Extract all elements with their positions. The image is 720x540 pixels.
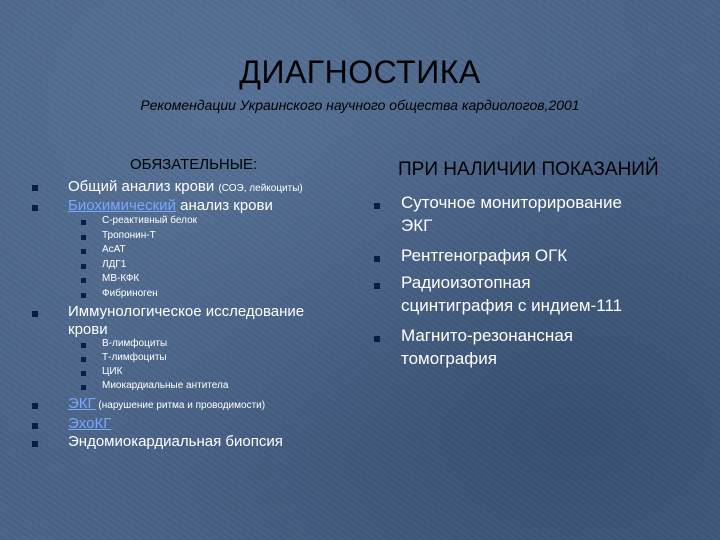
bullet-icon: [374, 203, 380, 209]
list-item-echo: [68, 415, 111, 433]
ecg-link[interactable]: ЭКГ: [68, 395, 96, 412]
ecg-note: (нарушение ритма и проводимости): [95, 400, 266, 411]
bullet-icon: [32, 205, 38, 211]
scint-line2: сцинтиграфия с индием-111: [401, 296, 623, 315]
sub-bullet-icon: [81, 343, 86, 348]
bullet-icon: [32, 311, 38, 317]
right-item-xray: [401, 244, 567, 267]
sub-bullet-icon: [81, 249, 86, 254]
immuno-line2: крови: [68, 321, 108, 338]
list-item-cbc: [68, 178, 303, 198]
sub-bullet-icon: [81, 264, 86, 269]
right-item-mri: [401, 324, 573, 370]
right-item-holter: [401, 191, 622, 237]
holter-line2: ЭКГ: [401, 216, 433, 235]
sub-bullet-icon: [81, 278, 86, 283]
list-item-biopsy: [68, 433, 283, 451]
biochem-link[interactable]: Биохимический: [68, 197, 176, 214]
sub-item-ast: АсАТ: [102, 244, 126, 255]
sub-bullet-icon: [81, 293, 86, 298]
sub-item-crp: С-реактивный белок: [102, 215, 198, 226]
sub-item-ldh1: ЛДГ1: [102, 259, 127, 270]
slide-subtitle: Рекомендации Украинского научного общества кардиологов,2001: [140, 97, 580, 113]
immuno-line1: Иммунологическое исследование: [68, 303, 305, 320]
bullet-icon: [32, 441, 38, 447]
cbc-text: Общий анализ крови: [68, 178, 215, 195]
sub-item-cic: ЦИК: [102, 366, 123, 377]
sub-item-troponin: Тропонин-Т: [102, 230, 156, 241]
sub-bullet-icon: [81, 371, 86, 376]
list-item-biochem: [68, 197, 273, 215]
bullet-icon: [32, 185, 38, 191]
cbc-note: (СОЭ, лейкоциты): [218, 183, 303, 194]
bullet-icon: [32, 403, 38, 409]
bullet-icon: [374, 256, 380, 262]
right-item-scintigraphy: [401, 271, 622, 317]
bullet-icon: [374, 283, 380, 289]
biochem-text: анализ крови: [175, 197, 273, 214]
sub-bullet-icon: [81, 385, 86, 390]
list-item-immuno: [68, 303, 304, 339]
list-item-ecg: [68, 395, 265, 415]
sub-item-fibrinogen: Фибриноген: [102, 288, 158, 299]
sub-item-b-lymph: В-лимфоциты: [102, 338, 168, 349]
holter-line1: Суточное мониторирование: [401, 193, 622, 212]
right-column-heading: ПРИ НАЛИЧИИ ПОКАЗАНИЙ: [398, 159, 659, 180]
bullet-icon: [32, 423, 38, 429]
xray-line1: Рентгенография ОГК: [401, 246, 568, 265]
sub-item-t-lymph: Т-лимфоциты: [102, 352, 167, 363]
mri-line2: томография: [401, 349, 497, 368]
sub-bullet-icon: [81, 220, 86, 225]
sub-bullet-icon: [81, 235, 86, 240]
sub-item-mbck: МВ-КФК: [102, 273, 140, 284]
mri-line1: Магнито-резонансная: [401, 326, 573, 345]
sub-item-antibodies: Миокардиальные антитела: [102, 380, 229, 391]
sub-bullet-icon: [81, 357, 86, 362]
biopsy-text: Эндомиокардиальная биопсия: [68, 433, 283, 450]
bullet-icon: [374, 336, 380, 342]
echo-link[interactable]: ЭхоКГ: [68, 415, 112, 432]
scint-line1: Радиоизотопная: [401, 273, 531, 292]
left-column-heading: ОБЯЗАТЕЛЬНЫЕ:: [130, 156, 258, 173]
slide-title: ДИАГНОСТИКА: [239, 54, 481, 90]
